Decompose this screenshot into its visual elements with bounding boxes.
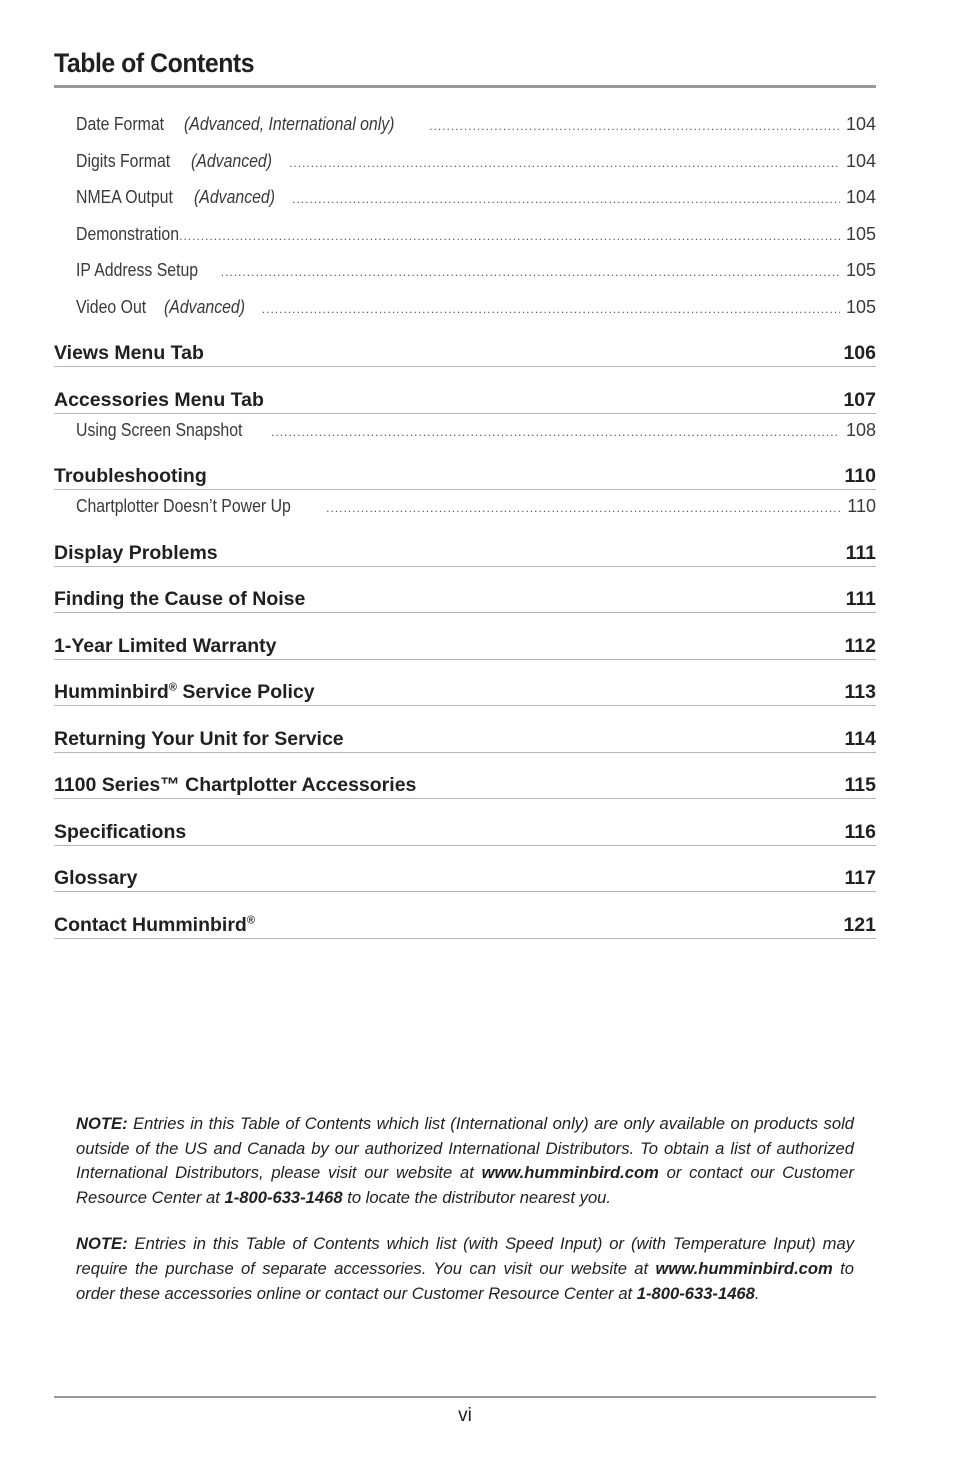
note-text: or contact our Customer Resource Center at [76,1163,854,1207]
toc-entry-label: IP Address Setup [76,260,199,280]
toc-section-label [54,681,315,704]
toc-section-page: 106 [843,342,876,364]
toc-section-label: Glossary [54,867,138,889]
dot-leader [221,265,840,279]
dot-leader [289,156,840,170]
toc-entry-demonstration[interactable] [76,224,876,250]
toc-section-troubleshooting[interactable] [54,460,876,490]
toc-section-label: Views Menu Tab [54,342,204,364]
note-text: Entries in this Table of Contents which list (International only) are only available on products sold outside of the US and Canada by our authorized International Distributors. To obtain a list of authorized International Distributors, please visit our website at [76,1114,854,1183]
toc-entry-qualifier: (Advanced, International only) [184,114,395,134]
toc-entry-qualifier: (Advanced) [194,187,276,207]
toc-section-page: 111 [845,542,876,564]
toc-section-page: 111 [845,588,876,610]
dot-leader [271,425,840,439]
website-link[interactable]: www.humminbird.com [481,1163,659,1183]
toc-entry-page: 108 [845,420,876,440]
toc-section-service-policy[interactable] [54,676,876,706]
phone-number: 1-800-633-1468 [636,1283,755,1303]
toc-entry-label: Using Screen Snapshot [76,420,243,440]
toc-entry-page: 105 [845,297,876,317]
toc-section-label: 1100 Series™ Chartplotter Accessories [54,774,417,796]
toc-entry-page: 105 [845,260,876,280]
toc-entry-ip-address-setup[interactable] [76,260,876,286]
toc-section-display-problems[interactable] [54,537,876,567]
toc-entry-qualifier: (Advanced) [163,297,245,317]
toc-section-label: Specifications [54,821,187,843]
note-text: Entries in this Table of Contents which list (with Speed Input) or (with Temperature Input) may require the purchase of separate accessories. You can visit our website at [76,1234,854,1278]
toc-section-page: 121 [843,914,876,936]
note-text: . [754,1283,760,1303]
toc-entry-date-format[interactable] [76,114,876,140]
toc-section-returning-unit[interactable] [54,723,876,753]
toc-entry-nmea-output[interactable] [76,187,876,213]
page-number: vi [458,1405,472,1426]
toc-entry-page: 104 [845,187,876,207]
dot-leader [326,501,841,515]
toc-section-page: 116 [844,821,876,843]
toc-section-glossary[interactable] [54,862,876,892]
toc-entry-using-screen-snapshot[interactable] [76,420,876,446]
toc-section-page: 115 [844,774,876,796]
toc-section-label: Accessories Menu Tab [54,389,264,411]
registered-mark: ® [168,681,177,694]
toc-section-label-rest: Service Policy [176,681,315,703]
toc-section-specifications[interactable] [54,816,876,846]
toc-section-contact[interactable] [54,909,876,939]
title-rule [54,85,876,88]
toc-section-label: 1-Year Limited Warranty [54,635,277,657]
footer-rule [54,1396,876,1398]
toc-section-limited-warranty[interactable] [54,630,876,660]
toc-section-page: 113 [844,681,876,703]
note-international [76,1112,854,1210]
toc-section-label: Troubleshooting [54,465,207,487]
toc-entry-video-out[interactable] [76,297,876,323]
toc-section-label-brand: Humminbird [54,681,169,703]
toc-section-label: Display Problems [54,542,218,564]
toc-entry-label: Digits Format [76,151,171,171]
toc-entry-digits-format[interactable] [76,151,876,177]
toc-entry-chartplotter-doesnt-power-up[interactable] [76,496,876,522]
registered-mark: ® [246,914,255,927]
website-link[interactable]: www.humminbird.com [655,1258,833,1278]
note-text: to locate the distributor nearest you. [342,1187,612,1207]
phone-number: 1-800-633-1468 [224,1187,343,1207]
toc-section-views-menu-tab[interactable] [54,337,876,367]
dot-leader [292,192,840,206]
note-lead: NOTE: [76,1114,128,1133]
toc-entry-page: 110 [847,496,876,516]
toc-section-label [54,914,255,937]
toc-entry-page: 104 [845,151,876,171]
toc-section-page: 107 [843,389,876,411]
toc-section-page: 114 [844,728,876,750]
toc-section-label: Finding the Cause of Noise [54,588,306,610]
toc-section-page: 112 [844,635,876,657]
dot-leader [179,229,840,243]
toc-entry-label: NMEA Output [76,187,173,207]
note-accessories [76,1232,854,1306]
toc-section-finding-noise[interactable] [54,583,876,613]
toc-entry-label: Chartplotter Doesn’t Power Up [76,496,291,516]
toc-entry-label: Demonstration [76,224,180,244]
dot-leader [429,119,840,133]
note-lead: NOTE: [76,1234,128,1254]
toc-entry-page: 105 [845,224,876,244]
toc-entry-qualifier: (Advanced) [191,151,273,171]
notes-block [76,1112,854,1328]
toc-entry-page: 104 [845,114,876,134]
toc-section-page: 117 [844,867,876,889]
toc-section-series-accessories[interactable] [54,769,876,799]
dot-leader [262,302,840,316]
toc-entry-label: Date Format [76,114,165,134]
note-text: to order these accessories online or contact our Customer Resource Center at [76,1258,854,1303]
toc-section-label: Returning Your Unit for Service [54,728,344,750]
page-title: Table of Contents [54,48,255,78]
toc-entry-label: Video Out [76,297,147,317]
toc-section-label-brand: Contact Humminbird [54,914,247,936]
toc-section-accessories-menu-tab[interactable] [54,384,876,414]
toc-section-page: 110 [844,465,876,487]
